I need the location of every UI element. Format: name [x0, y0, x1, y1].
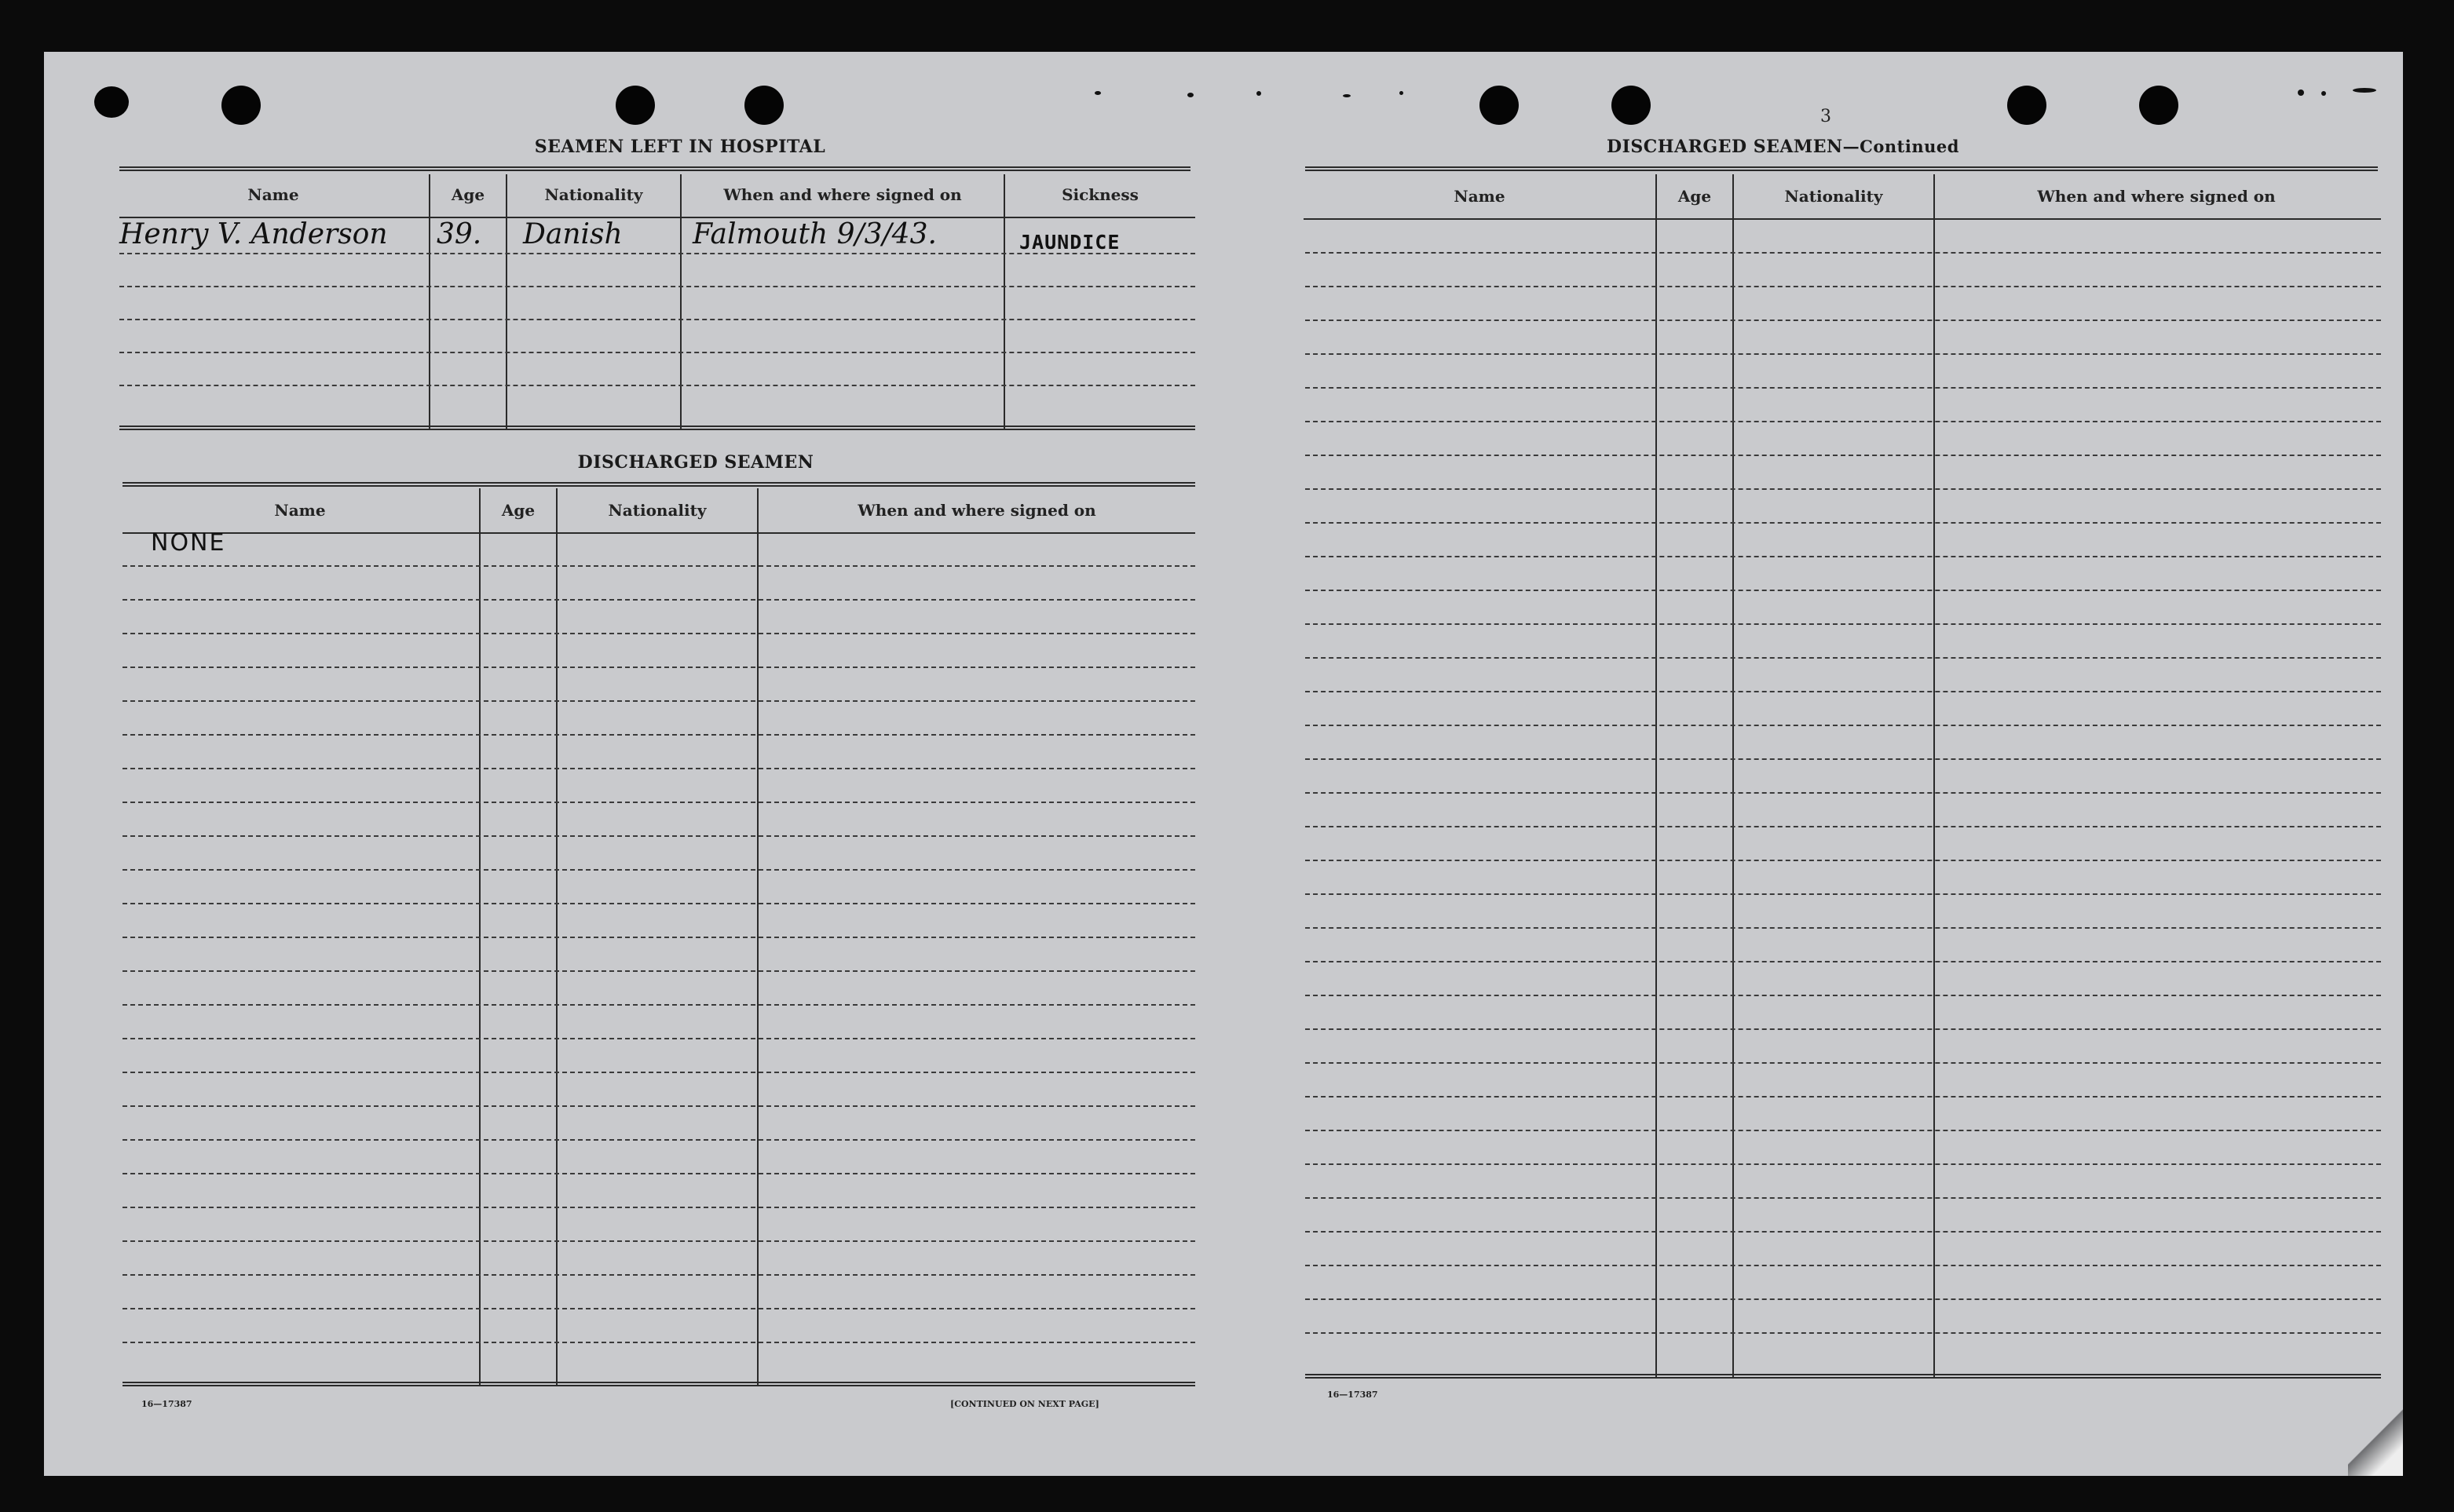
hospital-entry-age: 39. — [437, 218, 482, 250]
punch-hole — [1479, 86, 1519, 125]
entry-line — [1305, 1130, 2381, 1131]
section-rule — [1305, 166, 2378, 171]
entry-line — [119, 385, 1195, 386]
entry-line — [1305, 893, 2381, 895]
column-divider — [429, 174, 430, 429]
entry-line — [123, 768, 1195, 769]
entry-line — [1305, 657, 2381, 659]
entry-line — [1305, 1298, 2381, 1300]
speck — [1256, 91, 1261, 96]
discharged-section-title: DISCHARGED SEAMEN — [577, 452, 814, 473]
section-rule — [1305, 1374, 2381, 1379]
entry-line — [123, 565, 1195, 567]
entry-line — [1305, 320, 2381, 321]
header-rule — [1304, 218, 2381, 220]
hospital-col-signed-on: When and where signed on — [723, 185, 962, 204]
section-rule — [119, 166, 1190, 171]
entry-line — [1305, 826, 2381, 827]
speck — [1187, 93, 1194, 97]
entry-line — [1305, 286, 2381, 287]
entry-line — [1305, 1197, 2381, 1199]
discharged-col-signed-on: When and where signed on — [858, 501, 1096, 520]
entry-line — [1305, 455, 2381, 456]
continued-note: [CONTINUED ON NEXT PAGE] — [950, 1399, 1099, 1409]
section-rule — [119, 425, 1195, 430]
entry-line — [1305, 1163, 2381, 1165]
discharged-entry-none: NONE — [151, 529, 226, 557]
form-number: 16—17387 — [1327, 1390, 1378, 1400]
entry-line — [123, 1038, 1195, 1039]
hospital-col-name: Name — [247, 185, 299, 204]
entry-line — [119, 253, 1195, 254]
column-divider — [1004, 174, 1005, 429]
entry-line — [1305, 995, 2381, 996]
entry-line — [1305, 522, 2381, 524]
continued-col-nationality: Nationality — [1784, 187, 1883, 206]
entry-line — [123, 1342, 1195, 1343]
section-rule — [123, 482, 1195, 487]
continued-col-name: Name — [1454, 187, 1505, 206]
entry-line — [123, 1207, 1195, 1208]
hospital-entry-nationality: Danish — [523, 218, 623, 250]
entry-line — [1305, 556, 2381, 557]
header-rule — [123, 532, 1195, 534]
discharged-col-name: Name — [274, 501, 326, 520]
continued-col-age: Age — [1677, 187, 1712, 206]
discharged-col-age: Age — [501, 501, 536, 520]
hospital-col-age: Age — [451, 185, 485, 204]
discharged-col-nationality: Nationality — [608, 501, 707, 520]
punch-hole — [1611, 86, 1651, 125]
entry-line — [1305, 1096, 2381, 1097]
entry-line — [123, 903, 1195, 904]
entry-line — [1305, 1062, 2381, 1064]
punch-hole — [221, 86, 261, 125]
entry-line — [1305, 623, 2381, 625]
hospital-col-sickness: Sickness — [1062, 185, 1139, 204]
continued-col-signed-on: When and where signed on — [2037, 187, 2276, 206]
ink-blot — [94, 86, 129, 118]
entry-line — [123, 1173, 1195, 1174]
page-curl — [2348, 1382, 2403, 1476]
entry-line — [123, 802, 1195, 803]
entry-line — [1305, 590, 2381, 591]
entry-line — [119, 319, 1195, 320]
punch-hole — [744, 86, 784, 125]
entry-line — [123, 1004, 1195, 1006]
entry-line — [123, 700, 1195, 702]
entry-line — [1305, 252, 2381, 254]
entry-line — [1305, 1028, 2381, 1030]
hospital-col-nationality: Nationality — [544, 185, 643, 204]
hospital-entry-name: Henry V. Anderson — [119, 218, 388, 250]
speck — [2298, 89, 2304, 96]
entry-line — [123, 869, 1195, 871]
hospital-entry-sickness: JAUNDICE — [1019, 231, 1121, 254]
entry-line — [123, 1240, 1195, 1242]
entry-line — [1305, 725, 2381, 726]
entry-line — [1305, 1332, 2381, 1334]
speck — [1399, 91, 1403, 95]
discharged-continued-title — [1607, 137, 1959, 157]
form-number: 16—17387 — [141, 1399, 192, 1409]
entry-line — [1305, 691, 2381, 692]
entry-line — [123, 1274, 1195, 1276]
speck — [1095, 91, 1101, 95]
speck — [2321, 91, 2326, 96]
entry-line — [123, 937, 1195, 938]
entry-line — [1305, 961, 2381, 962]
entry-line — [123, 667, 1195, 668]
hospital-section-title: SEAMEN LEFT IN HOSPITAL — [534, 137, 826, 157]
entry-line — [1305, 353, 2381, 355]
section-rule — [123, 1382, 1195, 1386]
punch-hole — [616, 86, 655, 125]
hospital-entry-signed-on: Falmouth 9/3/43. — [693, 218, 937, 250]
entry-line — [123, 1139, 1195, 1141]
entry-line — [1305, 488, 2381, 490]
entry-line — [1305, 758, 2381, 760]
entry-line — [123, 599, 1195, 601]
entry-line — [1305, 387, 2381, 389]
entry-line — [1305, 792, 2381, 794]
entry-line — [123, 1308, 1195, 1309]
punch-hole — [2007, 86, 2046, 125]
discharged-continued-title-suffix: —Continued — [1842, 137, 1959, 156]
entry-line — [123, 1072, 1195, 1073]
entry-line — [123, 835, 1195, 837]
entry-line — [119, 352, 1195, 353]
entry-line — [119, 286, 1195, 287]
discharged-continued-title-main: DISCHARGED SEAMEN — [1607, 137, 1843, 157]
ledger-sheet — [44, 52, 2403, 1476]
entry-line — [123, 734, 1195, 736]
page-number: 3 — [1820, 107, 1831, 126]
entry-line — [1305, 927, 2381, 929]
entry-line — [123, 633, 1195, 634]
entry-line — [1305, 1265, 2381, 1266]
entry-line — [1305, 860, 2381, 861]
entry-line — [123, 1105, 1195, 1107]
speck — [2353, 88, 2376, 93]
punch-hole — [2139, 86, 2178, 125]
entry-line — [123, 970, 1195, 972]
entry-line — [1305, 1231, 2381, 1233]
column-divider — [506, 174, 507, 429]
column-divider — [680, 174, 682, 429]
entry-line — [1305, 421, 2381, 422]
speck — [1343, 94, 1351, 97]
